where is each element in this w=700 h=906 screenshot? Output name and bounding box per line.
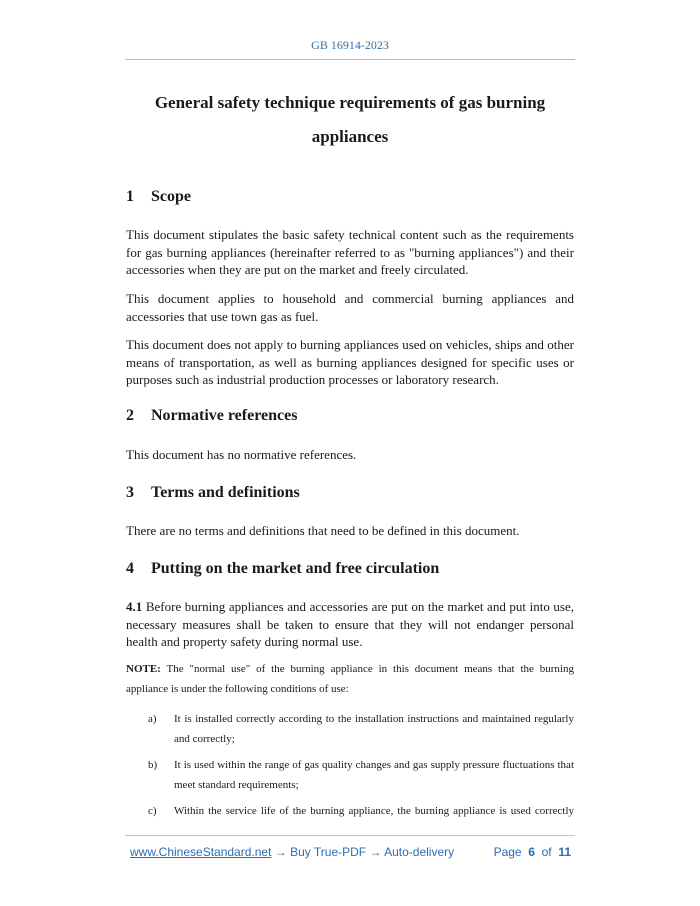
total-pages: 11 [558,845,571,859]
note-text: The "normal use" of the burning appliance in this document means that the burning appliance is under the following conditions of use: [126,663,574,695]
clause-text: Before burning appliances and accessories are put on the market and put into use, necessary measures shall be taken to ensure that they will not endanger personal health and property safety during normal use. [126,599,574,649]
paragraph: There are no terms and definitions that need to be defined in this document. [126,523,520,538]
paragraph: This document applies to household and commercial burning appliances and accessories that use town gas as fuel. [126,291,574,324]
title-line-2: appliances [311,127,389,146]
footer [130,845,575,859]
list-text: It is used within the range of gas quality changes and gas supply pressure fluctuations that meet standard requirements; [174,759,574,791]
footer-divider [125,835,575,836]
current-page: 6 [528,845,535,859]
section-title: Terms and definitions [151,484,300,501]
title-line-1: General safety technique requirements of gas burning [154,93,546,112]
list-item [148,755,574,795]
section-number: 3 [126,484,134,501]
paragraph: This document stipulates the basic safety technical content such as the requirements for gas burning appliances (hereinafter referred to as "burning appliances") and their accessories when they are put on the market and freely circulated. [126,227,574,277]
chinese-standard-link[interactable]: www.ChineseStandard.net [130,845,272,859]
note [126,659,574,699]
section-heading-market [126,560,439,578]
paragraph: This document has no normative references. [126,447,357,462]
of-label: of [541,845,552,859]
list-label: c) [148,805,157,817]
page-label: Page [493,845,522,859]
paragraph: This document does not apply to burning appliances used on vehicles, ships and other means of transportation, as well as burning appliances designed for specific uses or purposes such as industrial production processes or laboratory research. [126,337,574,387]
page-indicator [494,845,571,859]
standard-code: GB 16914-2023 [311,38,389,52]
section-heading-terms [126,484,300,502]
list-text: It is installed correctly according to the installation instructions and maintained regularly and correctly; [174,713,574,745]
section-title: Normative references [151,407,298,424]
section-heading-scope [126,188,191,206]
footer-tagline: → Buy True-PDF → Auto-delivery [271,845,455,859]
note-label: NOTE: [126,663,161,675]
clause-4-1 [126,598,574,651]
list-text: Within the service life of the burning appliance, the burning appliance is used correctly [174,805,574,817]
section-number: 1 [126,188,134,205]
section-number: 4 [126,560,134,577]
clause-number: 4.1 [126,599,143,614]
section-number: 2 [126,407,134,424]
section-heading-normative-references [126,407,297,425]
list-item [148,709,574,749]
header-divider [125,59,575,60]
section-title: Putting on the market and free circulation [151,560,440,577]
section-title: Scope [151,188,191,205]
list-item [148,801,574,821]
list-label: a) [148,713,157,725]
document-title [125,86,575,154]
list-label: b) [148,759,158,771]
